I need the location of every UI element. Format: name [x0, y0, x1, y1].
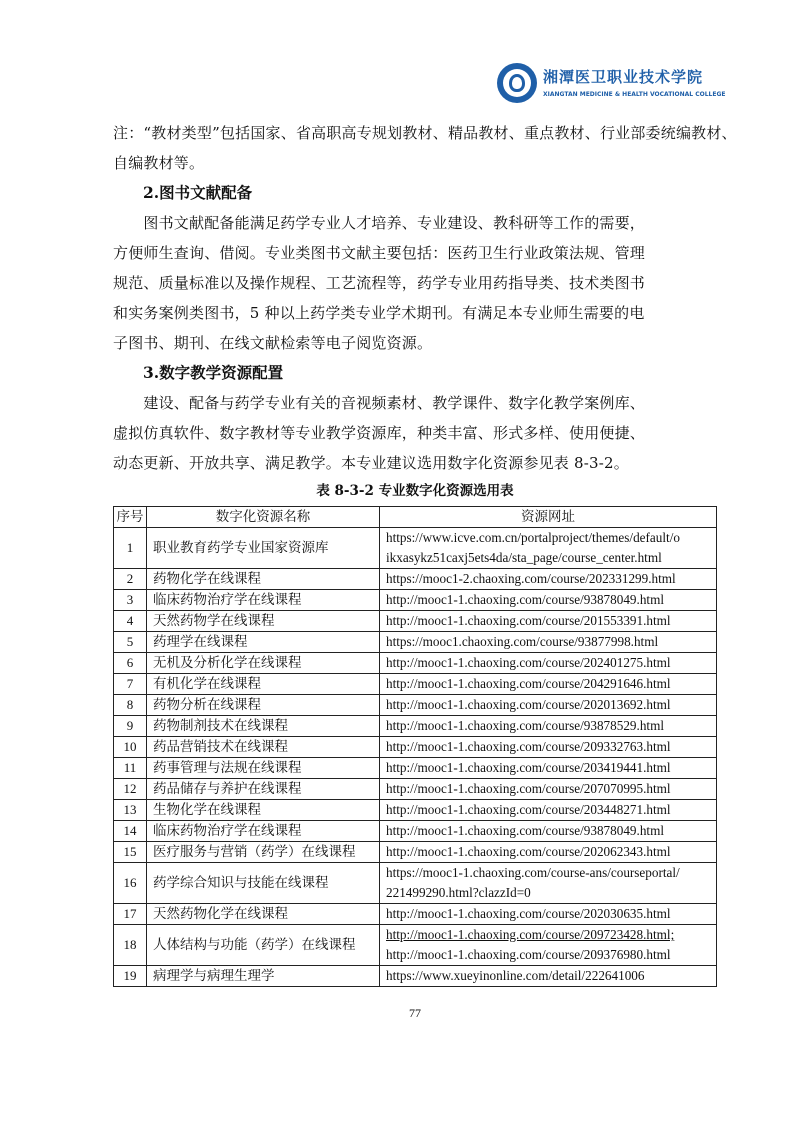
note-line: 自编教材等。: [113, 154, 205, 172]
resource-url-link[interactable]: https://mooc1-2.chaoxing.com/course/202331299.html: [386, 571, 676, 586]
resource-name: 药学综合知识与技能在线课程: [147, 863, 380, 904]
paragraph-line: 规范、质量标准以及操作规程、工艺流程等，药学专业用药指导类、技术类图书: [113, 274, 646, 292]
college-logo: [497, 60, 725, 106]
resource-name: 临床药物治疗学在线课程: [147, 590, 380, 611]
resource-url-link[interactable]: https://mooc1-1.chaoxing.com/course-ans/courseportal/: [386, 865, 680, 880]
resource-name: 药理学在线课程: [147, 632, 380, 653]
section-2-heading: 2.图书文献配备: [143, 183, 253, 202]
resource-url-cell: [380, 674, 717, 695]
row-index: 19: [114, 966, 147, 987]
paragraph-line: 图书文献配备能满足药学专业人才培养、专业建设、教科研等工作的需要，: [113, 214, 646, 232]
logo-chinese-name: 湘潭医卫职业技术学院: [543, 68, 704, 86]
row-index: 4: [114, 611, 147, 632]
paragraph-line: 方便师生查询、借阅。专业类图书文献主要包括：医药卫生行业政策法规、管理: [113, 244, 646, 262]
table-row: [114, 966, 717, 987]
row-index: 13: [114, 800, 147, 821]
section-3-paragraph: [113, 388, 723, 478]
resource-name: 药物制剂技术在线课程: [147, 716, 380, 737]
row-index: 18: [114, 925, 147, 966]
resource-url-link[interactable]: http://mooc1-1.chaoxing.com/course/202030635.html: [386, 906, 671, 921]
resource-name: 天然药物化学在线课程: [147, 904, 380, 925]
page-body: [113, 118, 737, 1021]
row-index: 6: [114, 653, 147, 674]
resource-name: 药物化学在线课程: [147, 569, 380, 590]
resource-url-cell: [380, 590, 717, 611]
resource-url-link[interactable]: http://mooc1-1.chaoxing.com/course/204291646.html: [386, 676, 671, 691]
paragraph-line: 虚拟仿真软件、数字教材等专业教学资源库，种类丰富、形式多样、使用便捷、: [113, 424, 646, 442]
resource-url-cell: [380, 695, 717, 716]
table-row: [114, 611, 717, 632]
row-index: 2: [114, 569, 147, 590]
note-paragraph: [113, 118, 737, 178]
resource-url-cell: [380, 779, 717, 800]
table-caption: 表 8-3-2 专业数字化资源选用表: [316, 483, 514, 499]
row-index: 8: [114, 695, 147, 716]
row-index: 3: [114, 590, 147, 611]
resource-url-link[interactable]: http://mooc1-1.chaoxing.com/course/202401275.html: [386, 655, 671, 670]
resource-url-cell: [380, 737, 717, 758]
resource-url-cell: [380, 863, 717, 904]
row-index: 12: [114, 779, 147, 800]
resource-url-link[interactable]: 221499290.html?clazzId=0: [386, 885, 531, 900]
table-row: [114, 842, 717, 863]
resource-url-link[interactable]: http://mooc1-1.chaoxing.com/course/209332763.html: [386, 739, 671, 754]
resource-url-cell: [380, 716, 717, 737]
resource-url-link[interactable]: ikxasykz51caxj5ets4da/sta_page/course_center.html: [386, 550, 662, 565]
resource-name: 有机化学在线课程: [147, 674, 380, 695]
resource-url-cell: [380, 966, 717, 987]
resource-url-link[interactable]: http://mooc1-1.chaoxing.com/course/202013692.html: [386, 697, 671, 712]
resource-url-link[interactable]: http://mooc1-1.chaoxing.com/course/93878049.html: [386, 823, 664, 838]
table-row: [114, 569, 717, 590]
logo-english-name: XIANGTAN MEDICINE & HEALTH VOCATIONAL COLLEGE: [543, 91, 726, 98]
table-row: [114, 904, 717, 925]
resource-name: 临床药物治疗学在线课程: [147, 821, 380, 842]
resource-name: 天然药物学在线课程: [147, 611, 380, 632]
row-index: 11: [114, 758, 147, 779]
row-index: 15: [114, 842, 147, 863]
table-header-row: [114, 507, 717, 528]
header-index: 序号: [114, 507, 147, 528]
resource-url-link[interactable]: http://mooc1-1.chaoxing.com/course/93878529.html: [386, 718, 664, 733]
resource-url-link[interactable]: http://mooc1-1.chaoxing.com/course/203419441.html: [386, 760, 671, 775]
paragraph-line: 子图书、期刊、在线文献检索等电子阅览资源。: [113, 334, 433, 352]
header-resource-url: 资源网址: [380, 507, 717, 528]
resource-url-link[interactable]: https://www.xueyinonline.com/detail/222641006: [386, 968, 645, 983]
paragraph-line: 动态更新、开放共享、满足教学。本专业建议选用数字化资源参见表 8-3-2。: [113, 454, 629, 472]
table-row: [114, 674, 717, 695]
page-number: 77: [409, 1006, 421, 1020]
resource-name: 生物化学在线课程: [147, 800, 380, 821]
resource-url-cell: [380, 842, 717, 863]
table-row: [114, 863, 717, 904]
resource-url-cell: [380, 632, 717, 653]
resource-url-link[interactable]: http://mooc1-1.chaoxing.com/course/207070995.html: [386, 781, 671, 796]
row-index: 9: [114, 716, 147, 737]
row-index: 10: [114, 737, 147, 758]
resource-name: 药品储存与养护在线课程: [147, 779, 380, 800]
paragraph-line: 和实务案例类图书，5 种以上药学类专业学术期刊。有满足本专业师生需要的电: [113, 304, 645, 322]
resource-name: 医疗服务与营销（药学）在线课程: [147, 842, 380, 863]
resource-url-link[interactable]: https://www.icve.com.cn/portalproject/themes/default/o: [386, 530, 680, 545]
resource-url-link[interactable]: http://mooc1-1.chaoxing.com/course/93878049.html: [386, 592, 664, 607]
row-index: 14: [114, 821, 147, 842]
table-row: [114, 821, 717, 842]
section-3-heading: 3.数字教学资源配置: [143, 363, 284, 382]
table-row: [114, 590, 717, 611]
resource-url-cell: [380, 611, 717, 632]
resource-url-cell: [380, 528, 717, 569]
resource-url-cell: [380, 925, 717, 966]
table-row: [114, 716, 717, 737]
college-emblem-icon: [497, 63, 537, 103]
resource-url-link[interactable]: http://mooc1-1.chaoxing.com/course/209376980.html: [386, 947, 671, 962]
table-row: [114, 528, 717, 569]
table-row: [114, 737, 717, 758]
resource-url-cell: [380, 800, 717, 821]
note-line: 注：“教材类型”包括国家、省高职高专规划教材、精品教材、重点教材、行业部委统编教材、: [113, 124, 737, 142]
resource-url-link[interactable]: http://mooc1-1.chaoxing.com/course/202062343.html: [386, 844, 671, 859]
table-row: [114, 758, 717, 779]
header-resource-name: 数字化资源名称: [147, 507, 380, 528]
table-row: [114, 632, 717, 653]
resource-url-link[interactable]: http://mooc1-1.chaoxing.com/course/201553391.html: [386, 613, 671, 628]
resource-name: 药事管理与法规在线课程: [147, 758, 380, 779]
resource-name: 药物分析在线课程: [147, 695, 380, 716]
row-index: 1: [114, 528, 147, 569]
table-body: [114, 528, 717, 987]
table-row: [114, 925, 717, 966]
row-index: 16: [114, 863, 147, 904]
paragraph-line: 建设、配备与药学专业有关的音视频素材、教学课件、数字化教学案例库、: [113, 394, 646, 412]
resource-url-cell: [380, 653, 717, 674]
resource-url-cell: [380, 569, 717, 590]
resource-name: 职业教育药学专业国家资源库: [147, 528, 380, 569]
row-index: 17: [114, 904, 147, 925]
resource-name: 人体结构与功能（药学）在线课程: [147, 925, 380, 966]
resource-name: 药品营销技术在线课程: [147, 737, 380, 758]
section-2-paragraph: [113, 208, 723, 358]
row-index: 5: [114, 632, 147, 653]
resource-url-cell: [380, 821, 717, 842]
resource-url-link[interactable]: http://mooc1-1.chaoxing.com/course/209723428.html;: [386, 927, 675, 942]
resource-name: 病理学与病理生理学: [147, 966, 380, 987]
row-index: 7: [114, 674, 147, 695]
resource-url-cell: [380, 758, 717, 779]
logo-text-block: [543, 67, 725, 99]
digital-resources-table: [113, 506, 717, 987]
table-row: [114, 800, 717, 821]
resource-url-link[interactable]: http://mooc1-1.chaoxing.com/course/203448271.html: [386, 802, 671, 817]
table-row: [114, 653, 717, 674]
resource-url-cell: [380, 904, 717, 925]
resource-name: 无机及分析化学在线课程: [147, 653, 380, 674]
table-row: [114, 779, 717, 800]
table-row: [114, 695, 717, 716]
resource-url-link[interactable]: https://mooc1.chaoxing.com/course/93877998.html: [386, 634, 659, 649]
